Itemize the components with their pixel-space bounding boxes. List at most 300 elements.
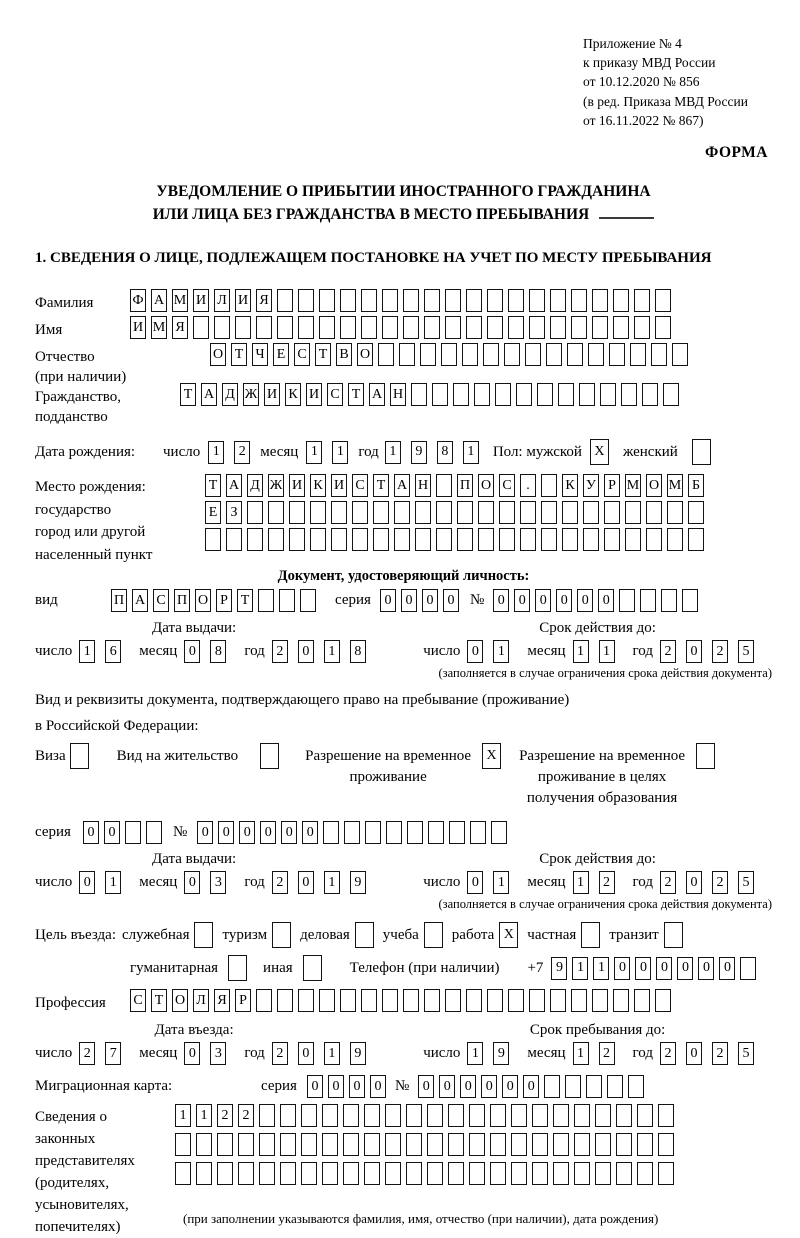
char-cell: 0	[307, 1075, 323, 1098]
option-temp-residence-education	[519, 743, 715, 809]
char-cell: 0	[298, 1042, 314, 1065]
purpose-gumanitarnaya-checkbox	[228, 955, 247, 981]
birth-month-label: месяц	[260, 443, 299, 460]
char-cell: 1	[208, 441, 224, 464]
char-cell: X	[590, 439, 609, 465]
char-cell	[567, 343, 583, 366]
char-cell	[319, 289, 335, 312]
char-cell: 0	[184, 640, 200, 663]
char-cell	[487, 316, 503, 339]
given-name-label: Имя	[35, 322, 63, 338]
char-cell	[406, 1104, 422, 1127]
char-cell: И	[289, 474, 305, 497]
char-cell: М	[625, 474, 641, 497]
char-cell	[504, 343, 520, 366]
form-title	[35, 180, 772, 226]
char-cell	[352, 528, 368, 551]
phone-prefix: +7	[527, 959, 544, 976]
char-cell	[424, 316, 440, 339]
sex-female-label: женский	[622, 443, 678, 460]
char-cell	[364, 1104, 380, 1127]
char-cell: М	[151, 316, 167, 339]
residence-doc-number-cells	[197, 821, 512, 844]
char-cell	[457, 501, 473, 524]
char-cell	[574, 1162, 590, 1185]
order-date-line: от 10.12.2020 № 856	[583, 74, 700, 89]
appendix-line: Приложение № 4	[583, 36, 682, 51]
purpose-turizm: туризм	[222, 922, 291, 948]
title-blank-line	[599, 206, 654, 219]
phone-cells	[551, 957, 761, 980]
char-cell	[571, 989, 587, 1012]
char-cell	[550, 316, 566, 339]
char-cell: 0	[281, 821, 297, 844]
citizenship-label: Гражданство, подданство	[35, 389, 122, 425]
entry-date-heading: Дата въезда:	[154, 1022, 234, 1038]
char-cell	[667, 501, 683, 524]
char-cell	[558, 383, 574, 406]
char-cell	[394, 501, 410, 524]
id-doc-kind-label: вид	[35, 592, 58, 608]
char-cell	[621, 383, 637, 406]
char-cell	[609, 343, 625, 366]
char-cell	[457, 528, 473, 551]
char-cell	[682, 589, 698, 612]
char-cell	[625, 501, 641, 524]
id-doc-issue-date	[35, 640, 423, 663]
residence-doc-issue-heading: Дата выдачи:	[151, 851, 237, 867]
char-cell: 5	[738, 640, 754, 663]
purpose-sluzhebnaya-checkbox	[194, 922, 213, 948]
char-cell	[483, 343, 499, 366]
char-cell	[196, 1162, 212, 1185]
residence-doc-series-label: серия	[35, 824, 71, 840]
day-label: число	[35, 874, 73, 890]
char-cell	[478, 501, 494, 524]
option-temp-residence-education-label: Разрешение на временное проживание в целях получения образования	[519, 748, 686, 806]
appendix-reference	[583, 34, 772, 130]
sex-male-label: Пол: мужской	[492, 443, 582, 460]
char-cell	[373, 501, 389, 524]
char-cell	[259, 1104, 275, 1127]
char-cell: Е	[273, 343, 289, 366]
char-cell: 9	[350, 1042, 366, 1065]
char-cell: 0	[328, 1075, 344, 1098]
char-cell	[217, 1162, 233, 1185]
char-cell	[448, 1162, 464, 1185]
char-cell	[466, 289, 482, 312]
char-cell	[280, 1133, 296, 1156]
char-cell	[378, 343, 394, 366]
stay-until-group	[423, 1022, 772, 1065]
id-doc-dates-section	[35, 620, 772, 681]
char-cell	[688, 528, 704, 551]
char-cell	[445, 989, 461, 1012]
char-cell: 0	[502, 1075, 518, 1098]
month-cells	[573, 1042, 625, 1065]
char-cell: С	[294, 343, 310, 366]
char-cell	[511, 1162, 527, 1185]
residence-doc-series-cells	[83, 821, 167, 844]
char-cell	[474, 383, 490, 406]
char-cell	[490, 1104, 506, 1127]
residence-doc-intro-line1: Вид и реквизиты документа, подтверждающего право на пребывание (проживание)	[35, 692, 570, 708]
char-cell	[238, 1133, 254, 1156]
day-label: число	[423, 874, 461, 890]
char-cell	[487, 989, 503, 1012]
day-label: число	[423, 1045, 461, 1061]
char-cell	[604, 501, 620, 524]
char-cell: Т	[237, 589, 253, 612]
month-label: месяц	[527, 874, 566, 890]
char-cell: К	[310, 474, 326, 497]
char-cell: И	[235, 289, 251, 312]
char-cell	[661, 589, 677, 612]
char-cell	[616, 1162, 632, 1185]
char-cell: А	[132, 589, 148, 612]
section1-heading: 1. СВЕДЕНИЯ О ЛИЦЕ, ПОДЛЕЖАЩЕМ ПОСТАНОВКЕ НА УЧЕТ ПО МЕСТУ ПРЕБЫВАНИЯ	[35, 250, 712, 266]
stay-until-date	[423, 1042, 772, 1065]
char-cell	[613, 989, 629, 1012]
id-doc-expiry-date	[423, 640, 772, 663]
char-cell: Т	[180, 383, 196, 406]
day-cells	[467, 1042, 519, 1065]
id-doc-row	[35, 589, 772, 612]
birth-date-row	[35, 439, 772, 465]
char-cell: О	[195, 589, 211, 612]
char-cell: 0	[380, 589, 396, 612]
representatives-cells-row2	[175, 1133, 679, 1156]
char-cell: Д	[222, 383, 238, 406]
char-cell	[642, 383, 658, 406]
char-cell: 0	[677, 957, 693, 980]
char-cell	[361, 316, 377, 339]
char-cell: Я	[172, 316, 188, 339]
char-cell	[247, 528, 263, 551]
char-cell: Л	[214, 289, 230, 312]
visit-purpose-row1	[35, 922, 772, 948]
char-cell: 1	[572, 957, 588, 980]
id-doc-expiry-heading: Срок действия до:	[539, 620, 656, 636]
char-cell: 9	[551, 957, 567, 980]
char-cell	[663, 383, 679, 406]
char-cell	[625, 528, 641, 551]
migration-card-row	[35, 1075, 772, 1098]
char-cell: И	[130, 316, 146, 339]
id-doc-issue-group	[35, 620, 423, 681]
visit-purpose-label: Цель въезда:	[35, 926, 116, 943]
char-cell: О	[357, 343, 373, 366]
month-cells	[184, 640, 236, 663]
month-label: месяц	[139, 874, 178, 890]
entry-date-group	[35, 1022, 423, 1065]
char-cell	[193, 316, 209, 339]
char-cell: 0	[370, 1075, 386, 1098]
year-label: год	[632, 1045, 653, 1061]
char-cell	[70, 743, 89, 769]
char-cell: Н	[415, 474, 431, 497]
char-cell	[280, 1162, 296, 1185]
char-cell	[277, 289, 293, 312]
char-cell	[655, 289, 671, 312]
char-cell: 1	[324, 640, 340, 663]
char-cell: 0	[260, 821, 276, 844]
char-cell	[579, 383, 595, 406]
revision-line: (в ред. Приказа МВД России	[583, 94, 748, 109]
char-cell: Н	[390, 383, 406, 406]
char-cell	[520, 501, 536, 524]
char-cell: 0	[577, 589, 593, 612]
char-cell	[277, 316, 293, 339]
char-cell	[420, 343, 436, 366]
representatives-cells-row1	[175, 1104, 679, 1127]
migration-card-number-cells	[418, 1075, 649, 1098]
char-cell	[586, 1075, 602, 1098]
char-cell	[688, 501, 704, 524]
char-cell	[289, 528, 305, 551]
profession-cells	[130, 989, 676, 1012]
char-cell	[303, 955, 322, 981]
char-cell	[427, 1104, 443, 1127]
char-cell: 0	[614, 957, 630, 980]
char-cell	[428, 821, 444, 844]
char-cell: П	[174, 589, 190, 612]
char-cell	[462, 343, 478, 366]
char-cell	[258, 589, 274, 612]
char-cell: 2	[79, 1042, 95, 1065]
residence-doc-number-label: №	[172, 824, 188, 840]
option-temp-residence-label: Разрешение на временное проживание	[305, 748, 472, 785]
purpose-delovaya-checkbox	[355, 922, 374, 948]
char-cell	[544, 1075, 560, 1098]
char-cell	[322, 1133, 338, 1156]
char-cell: 9	[350, 871, 366, 894]
char-cell	[469, 1133, 485, 1156]
char-cell	[637, 1104, 653, 1127]
id-doc-kind-cells	[111, 589, 321, 612]
day-cells	[79, 640, 131, 663]
char-cell: X	[482, 743, 501, 769]
char-cell	[571, 316, 587, 339]
char-cell: 0	[598, 589, 614, 612]
char-cell: Т	[348, 383, 364, 406]
char-cell: И	[264, 383, 280, 406]
char-cell: А	[151, 289, 167, 312]
char-cell	[592, 989, 608, 1012]
migration-card-series-cells	[307, 1075, 391, 1098]
residence-doc-expiry-date	[423, 871, 772, 894]
char-cell	[331, 528, 347, 551]
char-cell	[289, 501, 305, 524]
char-cell: 0	[686, 640, 702, 663]
phone-label: Телефон (при наличии)	[349, 959, 500, 976]
birth-day-cells	[208, 441, 260, 464]
purpose-sluzhebnaya: служебная	[122, 922, 214, 948]
char-cell: П	[457, 474, 473, 497]
char-cell: 5	[738, 871, 754, 894]
char-cell	[658, 1104, 674, 1127]
char-cell	[432, 383, 448, 406]
char-cell: 1	[79, 640, 95, 663]
residence-doc-expiry-note: (заполняется в случае ограничения срока действия документа)	[438, 897, 772, 911]
purpose-ucheba-checkbox	[424, 922, 443, 948]
char-cell	[499, 501, 515, 524]
char-cell: А	[369, 383, 385, 406]
char-cell	[272, 922, 291, 948]
char-cell: М	[667, 474, 683, 497]
char-cell	[436, 528, 452, 551]
char-cell	[403, 989, 419, 1012]
purpose-delovaya: деловая	[300, 922, 374, 948]
char-cell: 0	[239, 821, 255, 844]
char-cell: О	[172, 989, 188, 1012]
char-cell	[508, 989, 524, 1012]
patronymic-row	[35, 343, 772, 387]
char-cell	[323, 821, 339, 844]
char-cell	[583, 528, 599, 551]
month-label: месяц	[139, 1045, 178, 1061]
char-cell: 0	[218, 821, 234, 844]
char-cell	[217, 1133, 233, 1156]
char-cell: Л	[193, 989, 209, 1012]
char-cell	[508, 316, 524, 339]
char-cell	[571, 289, 587, 312]
char-cell	[516, 383, 532, 406]
char-cell: 2	[272, 1042, 288, 1065]
residence-doc-issue-group	[35, 851, 423, 912]
char-cell: 0	[686, 871, 702, 894]
char-cell	[487, 289, 503, 312]
patronymic-label: Отчество (при наличии)	[35, 349, 127, 385]
char-cell: 0	[439, 1075, 455, 1098]
char-cell	[310, 528, 326, 551]
char-cell: А	[201, 383, 217, 406]
char-cell	[277, 989, 293, 1012]
stay-until-heading: Срок пребывания до:	[529, 1022, 666, 1038]
char-cell	[194, 922, 213, 948]
char-cell: X	[499, 922, 518, 948]
char-cell: Т	[315, 343, 331, 366]
char-cell	[340, 316, 356, 339]
char-cell	[529, 316, 545, 339]
option-temp-residence-checkbox	[482, 743, 501, 769]
birth-place-cells-row2	[205, 501, 709, 524]
entry-dates-section	[35, 1022, 772, 1065]
year-label: год	[244, 874, 265, 890]
char-cell: Т	[231, 343, 247, 366]
sex-male-checkbox	[590, 439, 609, 465]
char-cell	[298, 316, 314, 339]
char-cell: 2	[660, 871, 676, 894]
char-cell	[604, 528, 620, 551]
char-cell	[322, 1162, 338, 1185]
char-cell	[343, 1104, 359, 1127]
char-cell: Ж	[268, 474, 284, 497]
char-cell	[532, 1133, 548, 1156]
char-cell	[655, 316, 671, 339]
char-cell: 0	[481, 1075, 497, 1098]
char-cell: 1	[573, 871, 589, 894]
option-residence-permit-checkbox	[260, 743, 279, 769]
id-doc-issue-heading: Дата выдачи:	[151, 620, 237, 636]
surname-cells	[130, 289, 676, 312]
char-cell	[469, 1162, 485, 1185]
option-temp-residence-education-checkbox	[696, 743, 715, 769]
char-cell: 1	[467, 1042, 483, 1065]
char-cell	[532, 1104, 548, 1127]
year-label: год	[244, 1045, 265, 1061]
char-cell	[466, 316, 482, 339]
surname-label: Фамилия	[35, 295, 94, 311]
char-cell: 2	[660, 640, 676, 663]
char-cell	[574, 1133, 590, 1156]
char-cell	[613, 316, 629, 339]
char-cell: 1	[573, 640, 589, 663]
char-cell: У	[583, 474, 599, 497]
char-cell: 8	[437, 441, 453, 464]
char-cell: П	[111, 589, 127, 612]
char-cell	[205, 528, 221, 551]
representatives-cells-row3	[175, 1162, 679, 1185]
char-cell	[616, 1133, 632, 1156]
year-label: год	[632, 643, 653, 659]
char-cell: 2	[272, 871, 288, 894]
char-cell	[382, 316, 398, 339]
char-cell	[600, 383, 616, 406]
char-cell: 1	[196, 1104, 212, 1127]
char-cell	[256, 316, 272, 339]
char-cell: В	[336, 343, 352, 366]
id-doc-series-label: серия	[335, 592, 371, 608]
char-cell	[672, 343, 688, 366]
year-label: год	[632, 874, 653, 890]
residence-doc-intro	[35, 687, 772, 739]
char-cell	[449, 821, 465, 844]
char-cell	[574, 1104, 590, 1127]
char-cell: И	[331, 474, 347, 497]
char-cell	[301, 1133, 317, 1156]
char-cell	[427, 1162, 443, 1185]
char-cell	[466, 989, 482, 1012]
char-cell: 2	[234, 441, 250, 464]
char-cell	[470, 821, 486, 844]
char-cell: 3	[210, 871, 226, 894]
char-cell	[448, 1133, 464, 1156]
char-cell	[592, 316, 608, 339]
char-cell	[343, 1162, 359, 1185]
representatives-block	[35, 1104, 772, 1238]
year-cells	[660, 871, 764, 894]
day-label: число	[423, 643, 461, 659]
char-cell: 0	[184, 871, 200, 894]
char-cell	[478, 528, 494, 551]
char-cell: 2	[712, 1042, 728, 1065]
char-cell	[361, 289, 377, 312]
char-cell: О	[646, 474, 662, 497]
char-cell: 1	[306, 441, 322, 464]
char-cell	[411, 383, 427, 406]
char-cell	[441, 343, 457, 366]
char-cell	[340, 989, 356, 1012]
char-cell: 0	[79, 871, 95, 894]
char-cell: Е	[205, 501, 221, 524]
char-cell: 2	[272, 640, 288, 663]
char-cell	[436, 501, 452, 524]
char-cell	[630, 343, 646, 366]
char-cell	[499, 528, 515, 551]
char-cell	[628, 1075, 644, 1098]
char-cell: А	[226, 474, 242, 497]
